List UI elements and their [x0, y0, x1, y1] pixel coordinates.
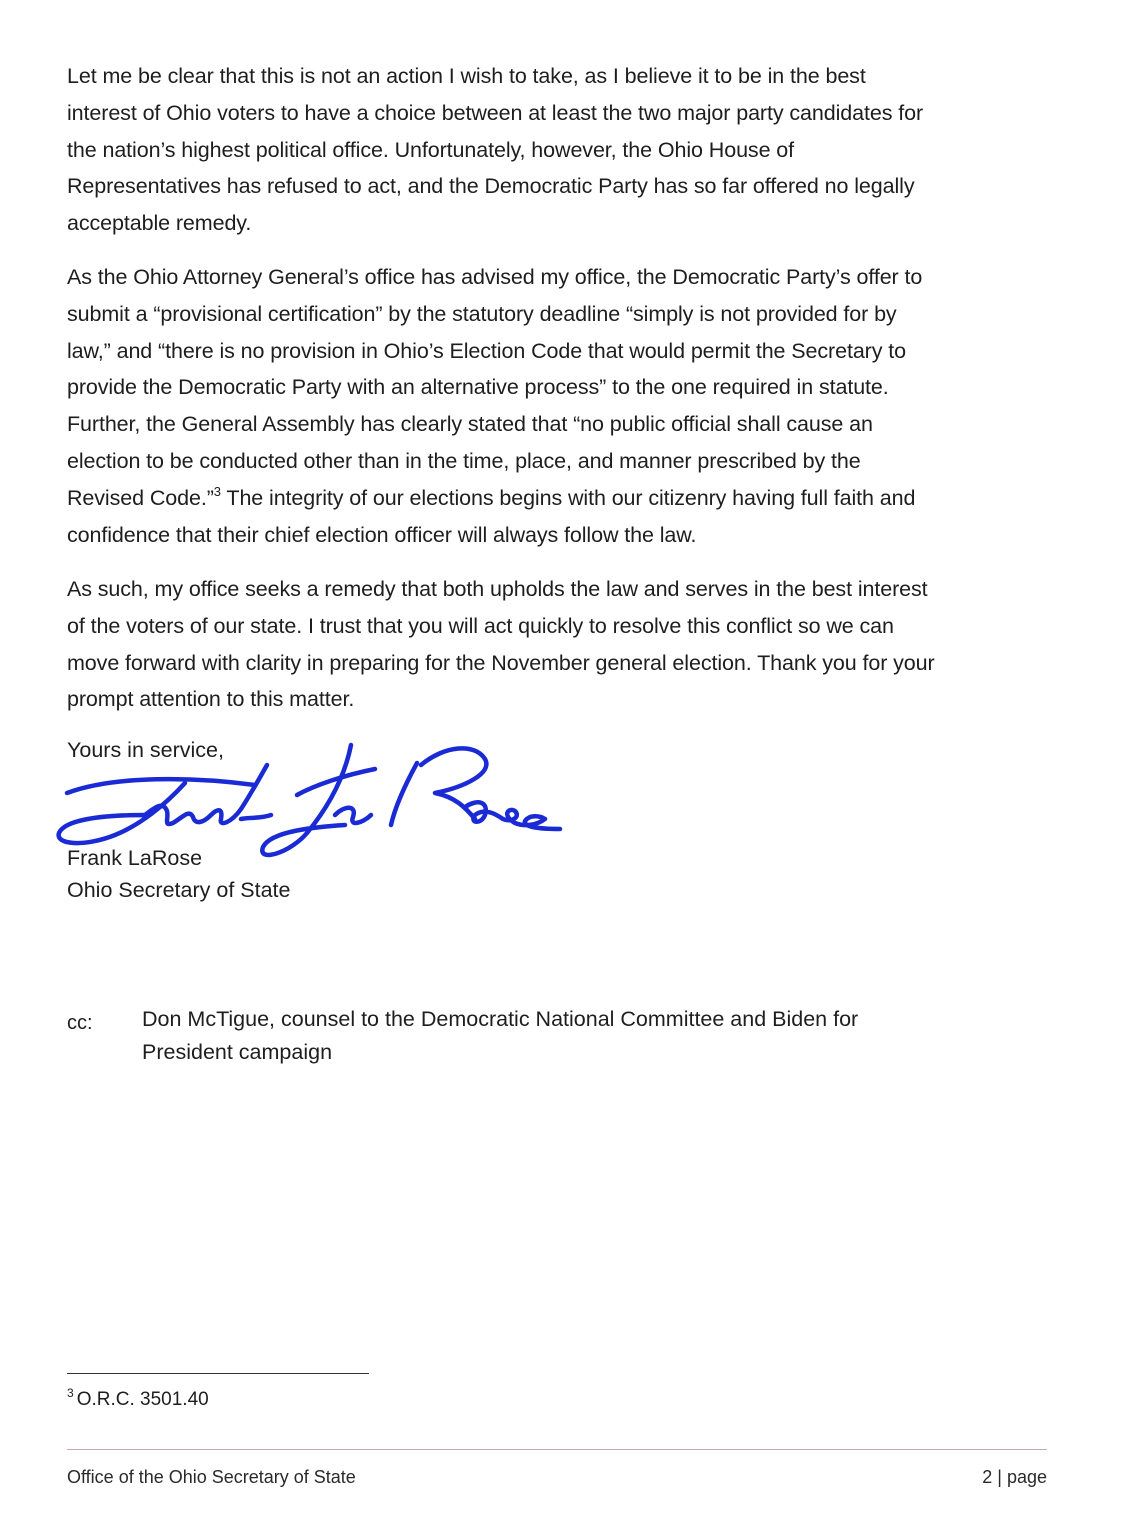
text-line: As the Ohio Attorney General’s office has advised my office, the Democratic Party’s offer to — [67, 265, 923, 289]
cc-line: Don McTigue, counsel to the Democratic National Committee and Biden for — [142, 1007, 859, 1031]
text-line: move forward with clarity in preparing for the November general election. Thank you for your — [67, 650, 935, 675]
signer-name: Frank LaRose — [67, 846, 203, 870]
text-line: of the voters of our state. I trust that you will act quickly to resolve this conflict so we can — [67, 613, 894, 638]
footnote-separator — [67, 1373, 369, 1374]
footer-page-number: 2 | page — [982, 1467, 1047, 1487]
text-line: law,” and “there is no provision in Ohio’s Election Code that would permit the Secretary to — [67, 338, 906, 363]
text-line: acceptable remedy. — [67, 211, 252, 236]
handwritten-signature — [45, 735, 565, 870]
text-line — [67, 480, 1057, 517]
signer-title: Ohio Secretary of State — [67, 878, 291, 902]
footnote-text: O.R.C. 3501.40 — [76, 1389, 209, 1410]
signature-stroke — [421, 748, 486, 819]
footer-divider — [67, 1449, 1047, 1450]
signature-stroke — [465, 802, 560, 829]
paragraph-3 — [67, 571, 1057, 718]
signature-stroke — [262, 745, 351, 855]
footer-office-name: Office of the Ohio Secretary of State — [67, 1467, 356, 1487]
text-line: prompt attention to this matter. — [67, 687, 355, 712]
text-line: election to be conducted other than in the time, place, and manner prescribed by the — [67, 448, 861, 473]
signature-stroke — [241, 815, 271, 819]
closing-salutation: Yours in service, — [67, 738, 224, 762]
text-line: As such, my office seeks a remedy that both upholds the law and serves in the best interest — [67, 577, 928, 601]
footnote — [67, 1386, 209, 1414]
text-line: the nation’s highest political office. Unfortunately, however, the Ohio House of — [67, 137, 795, 162]
cc-line: President campaign — [142, 1040, 333, 1064]
text-line: provide the Democratic Party with an alternative process” to the one required in statute. — [67, 375, 889, 400]
text-line: submit a “provisional certification” by the statutory deadline “simply is not provided for by — [67, 301, 897, 326]
text-line: Let me be clear that this is not an action I wish to take, as I believe it to be in the best — [67, 64, 866, 88]
text-line: interest of Ohio voters to have a choice between at least the two major party candidates for — [67, 100, 924, 125]
text-segment: Revised Code.” — [67, 485, 214, 510]
footnote-number: 3 — [67, 1386, 74, 1400]
signature-stroke — [145, 765, 267, 824]
text-segment: The integrity of our elections begins with our citizenry having full faith and — [220, 485, 916, 510]
paragraph-1 — [67, 58, 1057, 242]
paragraph-2 — [67, 259, 1057, 553]
text-line: confidence that their chief election officer will always follow the law. — [67, 522, 697, 547]
signature-stroke — [335, 808, 371, 823]
signature-stroke — [391, 763, 417, 825]
cc-label: cc: — [67, 1012, 93, 1034]
text-line: Representatives has refused to act, and the Democratic Party has so far offered no legally — [67, 174, 915, 199]
cc-recipients — [142, 1003, 1002, 1069]
text-line: Further, the General Assembly has clearly stated that “no public official shall cause an — [67, 412, 873, 437]
signature-stroke — [67, 779, 255, 793]
footnote-reference[interactable]: 3 — [213, 483, 221, 499]
